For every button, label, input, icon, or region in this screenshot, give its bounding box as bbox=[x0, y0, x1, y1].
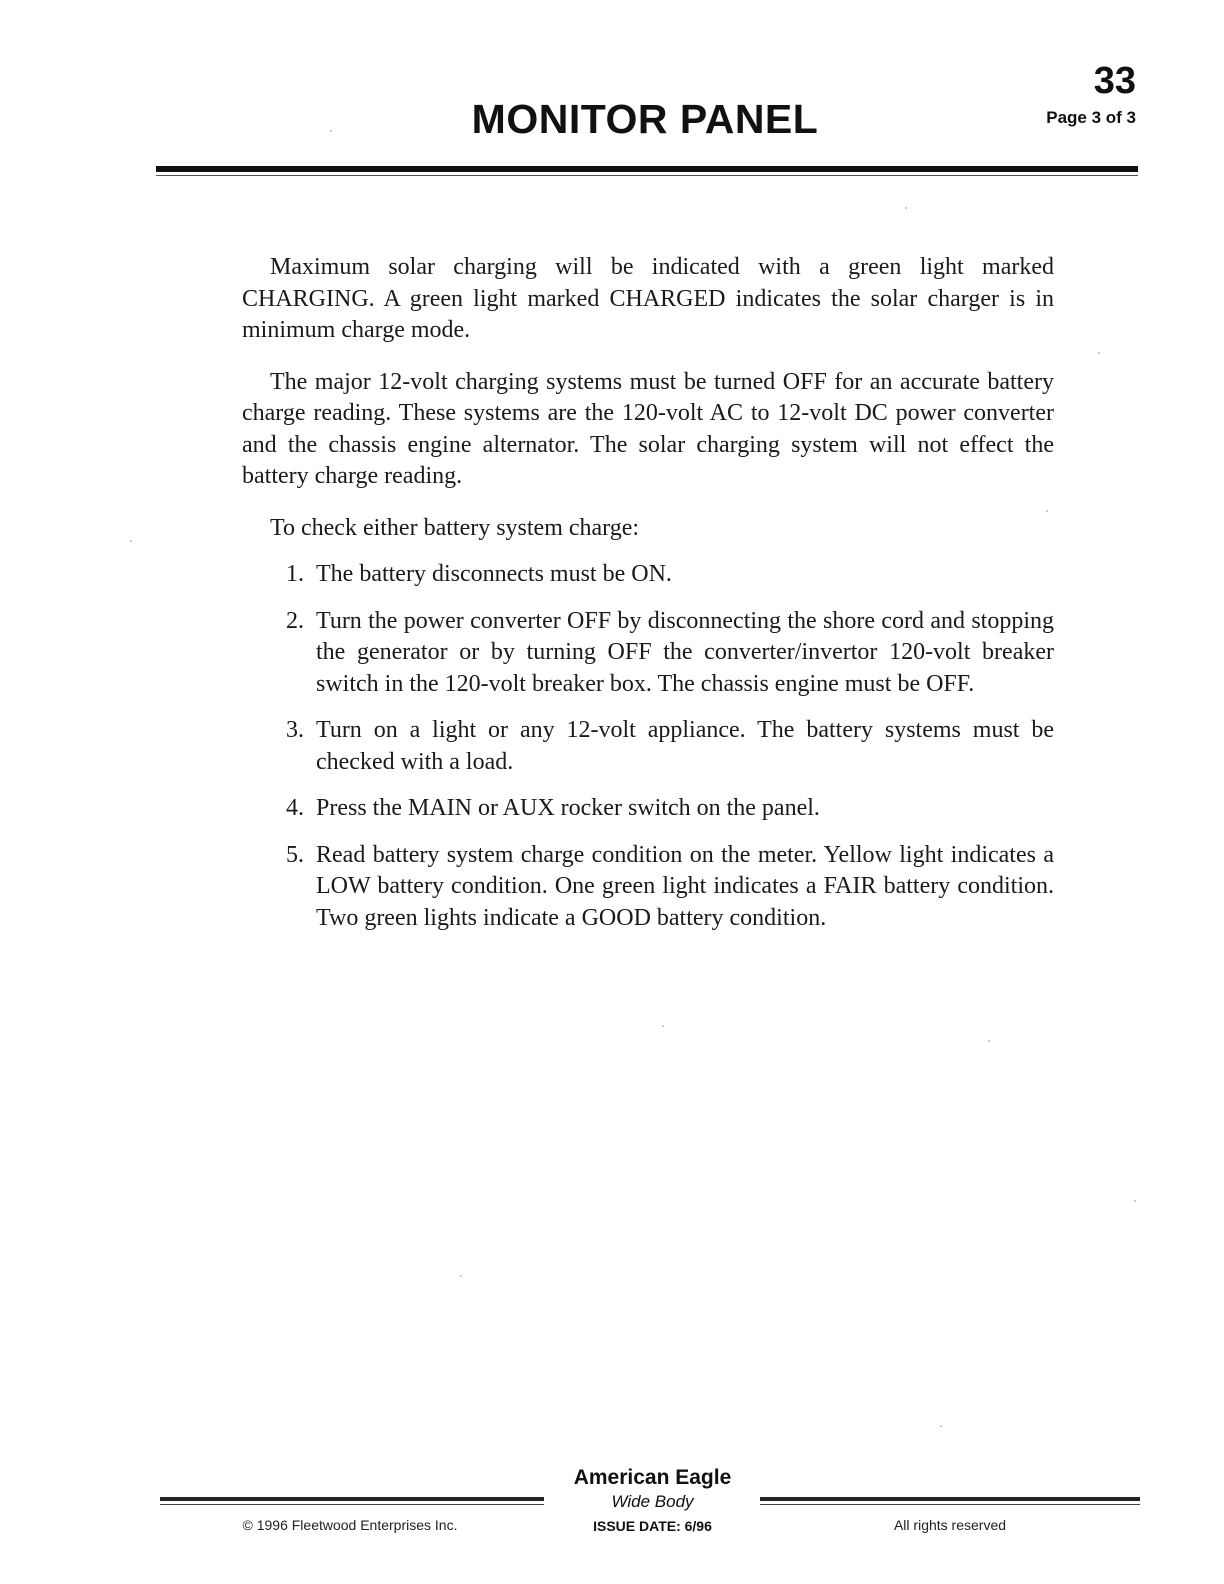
footer-issue-date: ISSUE DATE: 6/96 bbox=[593, 1518, 712, 1534]
step-number: 2. bbox=[286, 607, 304, 634]
scan-speck bbox=[940, 1425, 942, 1427]
footer-rule-right-thin bbox=[760, 1504, 1140, 1505]
step-text: Read battery system charge condition on the meter. Yellow light indicates a LOW battery condition. One green light indicates a FAIR battery condition. Two green lights indicate a GOOD battery condition. bbox=[316, 841, 1054, 931]
footer-rule-left-thin bbox=[160, 1504, 544, 1505]
list-item bbox=[242, 606, 1054, 701]
steps-intro: To check either battery system charge: bbox=[270, 514, 640, 541]
scan-speck bbox=[1046, 510, 1048, 512]
list-item bbox=[242, 793, 1054, 825]
scan-speck bbox=[905, 207, 907, 209]
step-number: 5. bbox=[286, 841, 304, 868]
scan-speck bbox=[330, 130, 332, 132]
step-number: 1. bbox=[286, 561, 304, 587]
footer-model: Wide Body bbox=[611, 1492, 694, 1511]
scan-speck bbox=[1098, 352, 1100, 354]
scan-speck bbox=[988, 1040, 990, 1042]
paragraph-solar-charging: Maximum solar charging will be indicated with a green light marked CHARGING. A green light marked CHARGED indicates the solar charger is in minimum charge mode. bbox=[242, 254, 1054, 343]
list-item bbox=[242, 715, 1054, 778]
step-text: Turn the power converter OFF by disconnecting the shore cord and stopping the generator or by turning OFF the converter/invertor 120-volt breaker switch in the 120-volt breaker box. The chassis engine must be OFF. bbox=[316, 607, 1054, 697]
section-number: 33 bbox=[1093, 60, 1136, 102]
step-number: 4. bbox=[286, 795, 304, 821]
footer-rule-left bbox=[160, 1497, 544, 1501]
step-text: Turn on a light or any 12-volt appliance. The battery systems must be checked with a load. bbox=[316, 717, 1054, 775]
steps-list bbox=[242, 559, 1054, 934]
footer-copyright: © 1996 Fleetwood Enterprises Inc. bbox=[242, 1517, 458, 1533]
header-rule bbox=[156, 166, 1138, 172]
footer-brand: American Eagle bbox=[573, 1466, 732, 1489]
scan-speck bbox=[1134, 1200, 1136, 1202]
page-indicator: Page 3 of 3 bbox=[1046, 108, 1136, 127]
footer-rights: All rights reserved bbox=[893, 1517, 1007, 1533]
scan-speck bbox=[662, 1025, 664, 1027]
list-item bbox=[242, 840, 1054, 935]
step-text: Press the MAIN or AUX rocker switch on the panel. bbox=[316, 795, 820, 821]
step-number: 3. bbox=[286, 717, 304, 743]
scan-speck bbox=[130, 540, 132, 542]
step-text: The battery disconnects must be ON. bbox=[316, 561, 672, 587]
paragraph-charging-systems: The major 12-volt charging systems must be turned OFF for an accurate battery charge reading. These systems are the 120-volt AC to 12-volt DC power converter and the chassis engine alternator. The solar charging system will not effect the battery charge reading. bbox=[242, 368, 1054, 489]
header-rule-thin bbox=[156, 175, 1138, 176]
body-text bbox=[242, 252, 1054, 949]
scan-speck bbox=[460, 1275, 462, 1277]
list-item bbox=[242, 559, 1054, 591]
page-title: MONITOR PANEL bbox=[471, 96, 819, 142]
footer-rule-right bbox=[760, 1497, 1140, 1501]
